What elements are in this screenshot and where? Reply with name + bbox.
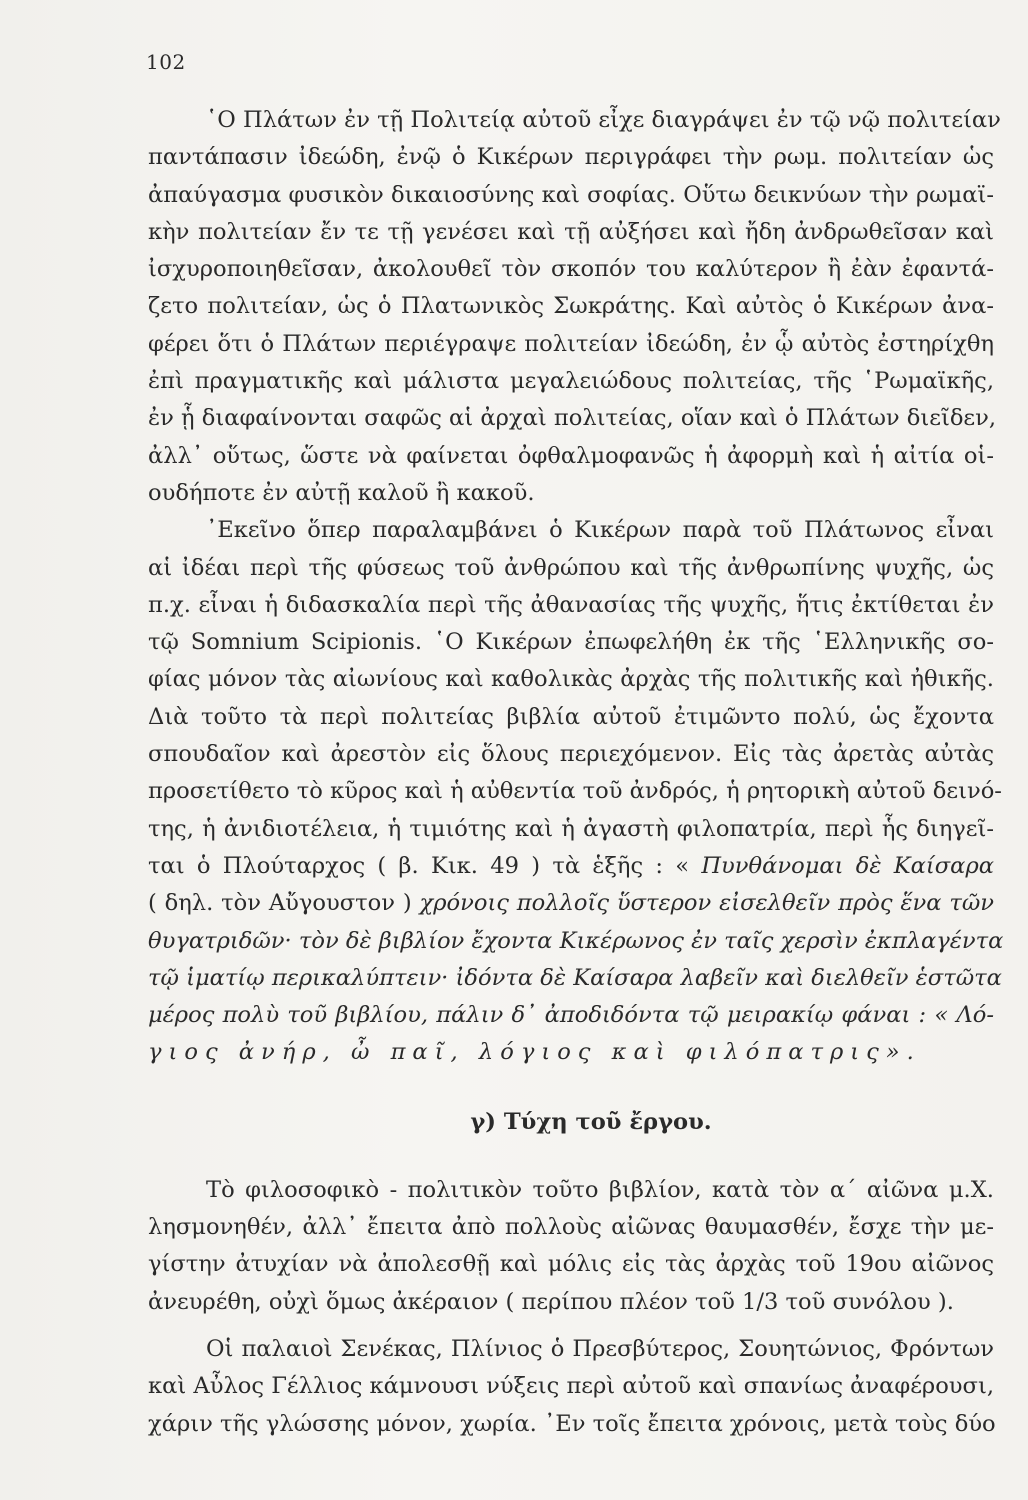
text-line: ἀλλ᾿ οὕτως, ὥστε νὰ φαίνεται ὀφθαλμοφανῶς ἡ ἀφορμὴ καὶ ἡ αἰτία οἱ-	[148, 442, 994, 469]
text-line: ᾿Εκεῖνο ὅπερ παραλαμβάνει ὁ Κικέρων παρὰ τοῦ Πλάτωνος εἶναι	[206, 517, 994, 544]
section-heading: γ) Τύχη τοῦ ἔργου.	[470, 1108, 712, 1135]
text-line: γίστην ἀτυχίαν νὰ ἀπολεσθῇ καὶ μόλις εἰς τὰς ἀρχὰς τοῦ 19ου αἰῶνος	[148, 1251, 994, 1278]
text-line: φίας μόνον τὰς αἰωνίους καὶ καθολικὰς ἀρχὰς τῆς πολιτικῆς καὶ ἠθικῆς.	[148, 666, 994, 693]
text-line: Διὰ τοῦτο τὰ περὶ πολιτείας βιβλία αὐτοῦ ἐτιμῶντο πολύ, ὡς ἔχοντα	[148, 703, 994, 730]
text-line: χάριν τῆς γλώσσης μόνον, χωρία. ᾿Εν τοῖς ἔπειτα χρόνοις, μετὰ τοὺς δύο	[148, 1410, 996, 1437]
quote-line: μέρος πολὺ τοῦ βιβλίου, πάλιν δ᾿ ἀποδιδόντα τῷ μειρακίῳ φάναι : « Λό-	[148, 1002, 994, 1029]
text-line: λησμονηθέν, ἀλλ᾿ ἔπειτα ἀπὸ πολλοὺς αἰῶνας θαυμασθέν, ἔσχε τὴν με-	[148, 1214, 994, 1241]
text-line: καὶ Αὖλος Γέλλιος κάμνουσι νύξεις περὶ αὐτοῦ καὶ σπανίως ἀναφέρουσι,	[148, 1373, 995, 1400]
text-line: Τὸ φιλοσοφικὸ - πολιτικὸν τοῦτο βιβλίον, κατὰ τὸν α΄ αἰῶνα μ.Χ.	[206, 1176, 994, 1203]
text-line: τῷ Somnium Scipionis. ῾Ο Κικέρων ἐπωφελήθη ἐκ τῆς ῾Ελληνικῆς σο-	[148, 629, 994, 656]
text-line: ῾Ο Πλάτων ἐν τῇ Πολιτείᾳ αὐτοῦ εἶχε διαγράψει ἐν τῷ νῷ πολιτείαν	[206, 107, 1001, 133]
text-line: αἱ ἰδέαι περὶ τῆς φύσεως τοῦ ἀνθρώπου καὶ τῆς ἀνθρωπίνης ψυχῆς, ὡς	[148, 554, 994, 581]
text-line: ἰσχυροποιηθεῖσαν, ἀκολουθεῖ τὸν σκοπόν του καλύτερον ἢ ἐὰν ἐφαντά-	[148, 256, 994, 283]
parenthetical: ( δηλ. τὸν Αὔγουστον )	[148, 890, 412, 917]
text-line: Οἱ παλαιοὶ Σενέκας, Πλίνιος ὁ Πρεσβύτερος, Σουητώνιος, Φρόντων	[206, 1335, 994, 1362]
text-line: προσετίθετο τὸ κῦρος καὶ ἡ αὐθεντία τοῦ ἀνδρός, ἡ ρητορικὴ αὐτοῦ δεινό-	[148, 778, 1002, 805]
page-number: 102	[146, 50, 186, 74]
text-line: της, ἡ ἀνιδιοτέλεια, ἡ τιμιότης καὶ ἡ ἀγαστὴ φιλοπατρία, περὶ ἧς διηγεῖ-	[148, 815, 994, 842]
text-line: ἐν ᾗ διαφαίνονται σαφῶς αἱ ἀρχαὶ πολιτείας, οἵαν καὶ ὁ Πλάτων διεῖδεν,	[148, 405, 997, 432]
quote-line-spaced: γιος ἀνήρ, ὦ παῖ, λόγιος καὶ φιλόπατρις».	[148, 1039, 921, 1066]
paragraph-gap	[148, 1321, 994, 1331]
text-line: ζετο πολιτείαν, ὡς ὁ Πλατωνικὸς Σωκράτης. Καὶ αὐτὸς ὁ Κικέρων ἀνα-	[148, 293, 994, 320]
text-line: π.χ. εἶναι ἡ διδασκαλία περὶ τῆς ἀθανασίας τῆς ψυχῆς, ἥτις ἐκτίθεται ἐν	[148, 591, 994, 618]
text-line-mixed	[148, 848, 994, 885]
quote-text: Πυνθάνομαι δὲ Καίσαρα	[701, 852, 994, 879]
text-line: φέρει ὅτι ὁ Πλάτων περιέγραψε πολιτείαν ἰδεώδη, ἐν ᾧ αὐτὸς ἐστηρίχθη	[148, 330, 994, 357]
body-text	[148, 102, 1004, 1443]
quote-line: τῷ ἱματίῳ περικαλύπτειν· ἰδόντα δὲ Καίσαρα λαβεῖν καὶ διελθεῖν ἑστῶτα	[148, 964, 1002, 991]
text-line: ἐπὶ πραγματικῆς καὶ μάλιστα μεγαλειώδους πολιτείας, τῆς ῾Ρωμαϊκῆς,	[148, 368, 994, 395]
text-line: παντάπασιν ἰδεώδη, ἐνῷ ὁ Κικέρων περιγράφει τὴν ρωμ. πολιτείαν ὡς	[148, 144, 994, 171]
quote-intro: ται ὁ Πλούταρχος ( β. Κικ. 49 ) τὰ ἑξῆς : «	[148, 852, 690, 879]
text-line-mixed	[148, 885, 994, 922]
text-line: ουδήποτε ἐν αὐτῇ καλοῦ ἢ κακοῦ.	[148, 479, 535, 506]
text-line: σπουδαῖον καὶ ἀρεστὸν εἰς ὅλους περιεχόμενον. Εἰς τὰς ἀρετὰς αὐτὰς	[148, 741, 994, 768]
quote-text: χρόνοις πολλοῖς ὕστερον εἰσελθεῖν πρὸς ἕνα τῶν	[419, 890, 994, 917]
quote-line: θυγατριδῶν· τὸν δὲ βιβλίον ἔχοντα Κικέρωνος ἐν ταῖς χερσὶν ἐκπλαγέντα	[148, 927, 1004, 954]
text-line: ἀνευρέθη, οὐχὶ ὅμως ἀκέραιον ( περίπου πλέον τοῦ 1/3 τοῦ συνόλου ).	[148, 1288, 954, 1315]
text-line: ἀπαύγασμα φυσικὸν δικαιοσύνης καὶ σοφίας. Οὕτω δεικνύων τὴν ρωμαϊ-	[148, 181, 994, 208]
text-line: κὴν πολιτείαν ἔν τε τῇ γενέσει καὶ τῇ αὐξήσει καὶ ἤδη ἀνδρωθεῖσαν καὶ	[148, 218, 994, 245]
